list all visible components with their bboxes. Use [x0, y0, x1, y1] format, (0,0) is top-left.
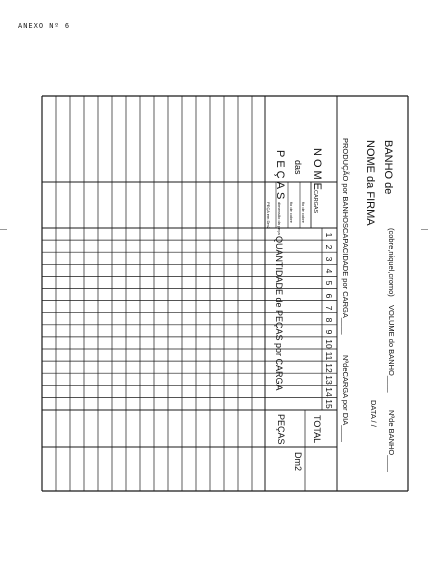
nome-label: NOME: [311, 148, 323, 193]
sub-row-label-3: dimensão da peça: [277, 202, 282, 235]
pecas-label: PEÇAS: [274, 150, 286, 203]
nome-firma-label: NOME da FIRMA: [364, 140, 376, 226]
quantidade-label: QUANTIDADE de PEÇAS por CARGA: [274, 236, 284, 391]
sub-row-label-2: fio de cobre: [289, 202, 294, 223]
carga-number-4: 4: [324, 268, 334, 274]
carga-number-15: 15: [324, 399, 334, 410]
sub-row-label-1: fio de cobre: [301, 202, 306, 223]
volume-banho-field: VOLUME do BANHO____: [387, 305, 396, 393]
banho-de-label: BANHO de: [382, 140, 394, 195]
capacidade-field: CAPACIDADE por CARGA____: [341, 228, 350, 335]
carga-number-8: 8: [324, 317, 334, 323]
carga-number-13: 13: [324, 375, 334, 385]
producao-label: PRODUÇÃO por BANHOS: [341, 138, 350, 229]
total-pecas-label: PEÇAS: [276, 414, 286, 445]
carga-number-6: 6: [324, 293, 334, 298]
carga-number-12: 12: [324, 363, 334, 373]
n-banho-field: Nºde BANHO____: [387, 410, 396, 472]
data-field: DATA / /: [369, 400, 378, 427]
banho-types-label: (cobre,niquel,cromo): [387, 228, 396, 297]
sub-row-label-4: PEÇA em Dm2: [266, 202, 271, 229]
carga-number-9: 9: [324, 329, 334, 335]
carga-number-11: 11: [324, 351, 334, 361]
das-label: das: [293, 160, 303, 175]
cargas-label: CARGAS: [312, 190, 318, 214]
total-label: TOTAL: [312, 415, 322, 444]
carga-number-3: 3: [324, 256, 334, 262]
carga-number-10: 10: [324, 339, 334, 349]
n-carga-field: NºdeCARGA por DIA____: [341, 355, 350, 442]
annex-label: ANEXO Nº 6: [18, 22, 71, 30]
carga-number-1: 1: [324, 232, 334, 238]
dm2-label: Dm2: [293, 452, 303, 472]
carga-number-7: 7: [324, 305, 334, 310]
carga-number-2: 2: [324, 244, 334, 250]
carga-number-5: 5: [324, 281, 334, 286]
carga-number-14: 14: [324, 387, 334, 398]
